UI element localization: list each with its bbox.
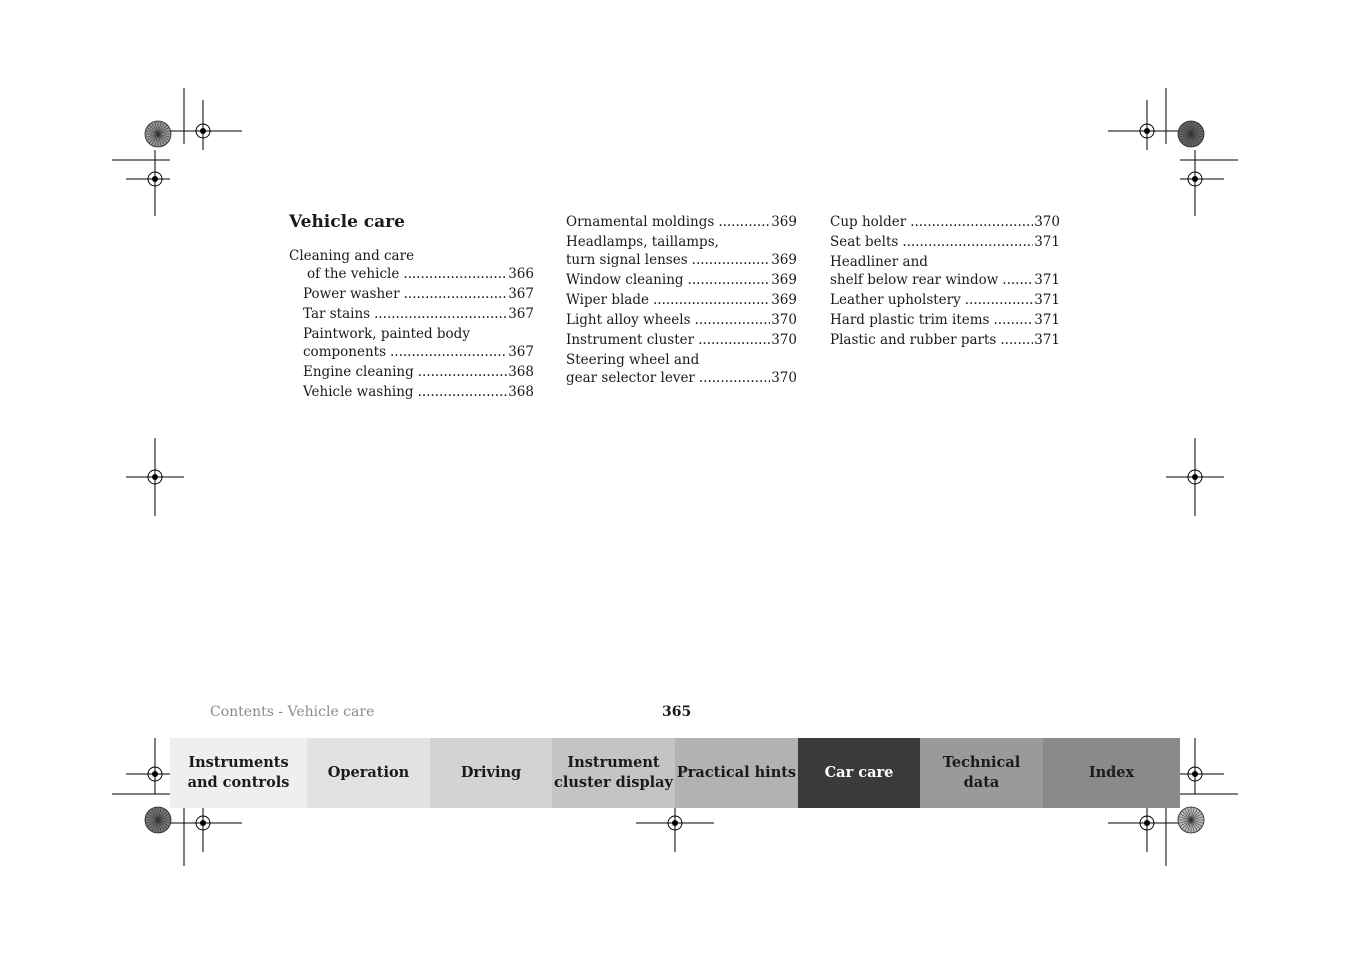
- dot-leader: [910, 213, 1033, 231]
- toc-entry[interactable]: [566, 311, 797, 329]
- dot-leader: [1000, 331, 1033, 349]
- toc-entry[interactable]: [566, 351, 797, 387]
- dot-leader: [404, 285, 508, 303]
- toc-entry-label: Tar stains: [303, 306, 371, 322]
- toc-entry[interactable]: [830, 331, 1060, 349]
- toc-page-number: 369: [771, 292, 797, 308]
- dot-leader: [965, 291, 1033, 309]
- dot-leader: [902, 233, 1033, 251]
- toc-entry-line: [566, 233, 797, 251]
- toc-entry-line: [830, 311, 1060, 329]
- toc-entry-label: Engine cleaning: [303, 364, 414, 380]
- toc-entry-label: Seat belts: [830, 234, 899, 250]
- toc-entry-label: gear selector lever: [566, 370, 695, 386]
- toc-entry[interactable]: [289, 363, 534, 381]
- toc-entry-label: Leather upholstery: [830, 292, 961, 308]
- dot-leader: [688, 271, 771, 289]
- toc-entry[interactable]: [830, 291, 1060, 309]
- toc-page-number: 370: [771, 312, 797, 328]
- toc-entry-label: of the vehicle: [307, 266, 400, 282]
- footer-section-title: Contents - Vehicle care: [210, 704, 375, 720]
- toc-entry-label: Paintwork, painted body: [303, 326, 470, 342]
- toc-page-number: 371: [1034, 272, 1060, 288]
- toc-entry-label: turn signal lenses: [566, 252, 688, 268]
- toc-entry-label: shelf below rear window: [830, 272, 999, 288]
- toc-entry[interactable]: [289, 285, 534, 303]
- section-heading: Vehicle care: [289, 212, 405, 232]
- toc-page-number: 371: [1034, 292, 1060, 308]
- toc-page-number: 370: [771, 332, 797, 348]
- toc-entry-label: Cleaning and care: [289, 248, 415, 264]
- dot-leader: [390, 343, 507, 361]
- toc-entry-label: Wiper blade: [566, 292, 649, 308]
- toc-entry-label: Cup holder: [830, 214, 907, 230]
- toc-entry-line: [566, 251, 797, 269]
- toc-page-number: 367: [508, 344, 534, 360]
- toc-entry-label: Instrument cluster: [566, 332, 695, 348]
- toc-page-number: 369: [771, 252, 797, 268]
- toc-entry-label: components: [303, 344, 386, 360]
- chapter-tab[interactable]: Index: [1043, 738, 1180, 808]
- toc-entry-line: [830, 253, 1060, 271]
- toc-entry-line: [830, 331, 1060, 349]
- toc-entry-line: [566, 311, 797, 329]
- toc-entry[interactable]: [566, 291, 797, 309]
- toc-entry-label: Headliner and: [830, 254, 928, 270]
- chapter-tab-active[interactable]: Car care: [798, 738, 920, 808]
- toc-entry-line: [830, 291, 1060, 309]
- toc-entry-label: Window cleaning: [566, 272, 684, 288]
- toc-entry[interactable]: [830, 253, 1060, 289]
- dot-leader: [994, 311, 1034, 329]
- dot-leader: [418, 363, 507, 381]
- toc-entry-line: [303, 383, 534, 401]
- toc-entry-line: [303, 363, 534, 381]
- toc-entry[interactable]: [830, 311, 1060, 329]
- toc-entry-line: [289, 247, 534, 265]
- toc-entry[interactable]: [566, 331, 797, 349]
- dot-leader: [1002, 271, 1033, 289]
- toc-page-number: 369: [771, 214, 797, 230]
- toc-entry-line: [566, 213, 797, 231]
- toc-entry-line: [566, 351, 797, 369]
- dot-leader: [695, 311, 771, 329]
- toc-entry-label: Headlamps, taillamps,: [566, 234, 719, 250]
- toc-page-number: 371: [1034, 312, 1060, 328]
- toc-entry[interactable]: [830, 213, 1060, 231]
- chapter-tab[interactable]: Instrument cluster display: [552, 738, 675, 808]
- toc-entry-label: Light alloy wheels: [566, 312, 691, 328]
- toc-page-number: 370: [1034, 214, 1060, 230]
- toc-entry-line: [303, 325, 534, 343]
- toc-entry[interactable]: [830, 233, 1060, 251]
- dot-leader: [698, 331, 770, 349]
- dot-leader: [699, 369, 770, 387]
- toc-entry-line: [566, 331, 797, 349]
- toc-entry[interactable]: [289, 325, 534, 361]
- contents-column-2: [566, 213, 797, 387]
- dot-leader: [418, 383, 508, 401]
- toc-entry[interactable]: [289, 305, 534, 323]
- toc-entry-line: [566, 291, 797, 309]
- toc-entry-label: Power washer: [303, 286, 400, 302]
- toc-page-number: 367: [508, 286, 534, 302]
- toc-entry[interactable]: [289, 247, 534, 283]
- toc-entry-label: Vehicle washing: [303, 384, 414, 400]
- toc-page-number: 370: [771, 370, 797, 386]
- toc-page-number: 366: [508, 266, 534, 282]
- chapter-tab[interactable]: Driving: [430, 738, 552, 808]
- toc-entry-line: [303, 343, 534, 361]
- toc-entry[interactable]: [289, 383, 534, 401]
- toc-entry-line: [830, 233, 1060, 251]
- chapter-tab[interactable]: Instruments and controls: [170, 738, 307, 808]
- toc-entry-line: [289, 265, 534, 283]
- toc-entry-label: Hard plastic trim items: [830, 312, 990, 328]
- chapter-tab-bar: [170, 738, 1180, 808]
- toc-entry-label: Steering wheel and: [566, 352, 700, 368]
- page-number: 365: [662, 704, 692, 720]
- toc-entry-line: [830, 213, 1060, 231]
- toc-page-number: 369: [771, 272, 797, 288]
- dot-leader: [718, 213, 770, 231]
- dot-leader: [403, 265, 507, 283]
- toc-entry-line: [303, 305, 534, 323]
- toc-entry[interactable]: [566, 233, 797, 269]
- chapter-tab[interactable]: Technical data: [920, 738, 1043, 808]
- chapter-tab[interactable]: Practical hints: [675, 738, 798, 808]
- dot-leader: [653, 291, 770, 309]
- toc-page-number: 367: [508, 306, 534, 322]
- toc-entry[interactable]: [566, 271, 797, 289]
- contents-column-1: [289, 247, 534, 401]
- toc-page-number: 371: [1034, 332, 1060, 348]
- toc-entry-line: [566, 271, 797, 289]
- dot-leader: [374, 305, 507, 323]
- toc-page-number: 371: [1034, 234, 1060, 250]
- toc-page-number: 368: [508, 384, 534, 400]
- toc-entry-line: [303, 285, 534, 303]
- toc-entry-line: [830, 271, 1060, 289]
- dot-leader: [692, 251, 771, 269]
- contents-column-3: [830, 213, 1060, 349]
- chapter-tab[interactable]: Operation: [307, 738, 430, 808]
- toc-page-number: 368: [508, 364, 534, 380]
- toc-entry-line: [566, 369, 797, 387]
- toc-entry-label: Ornamental moldings: [566, 214, 715, 230]
- toc-entry-label: Plastic and rubber parts: [830, 332, 997, 348]
- toc-entry[interactable]: [566, 213, 797, 231]
